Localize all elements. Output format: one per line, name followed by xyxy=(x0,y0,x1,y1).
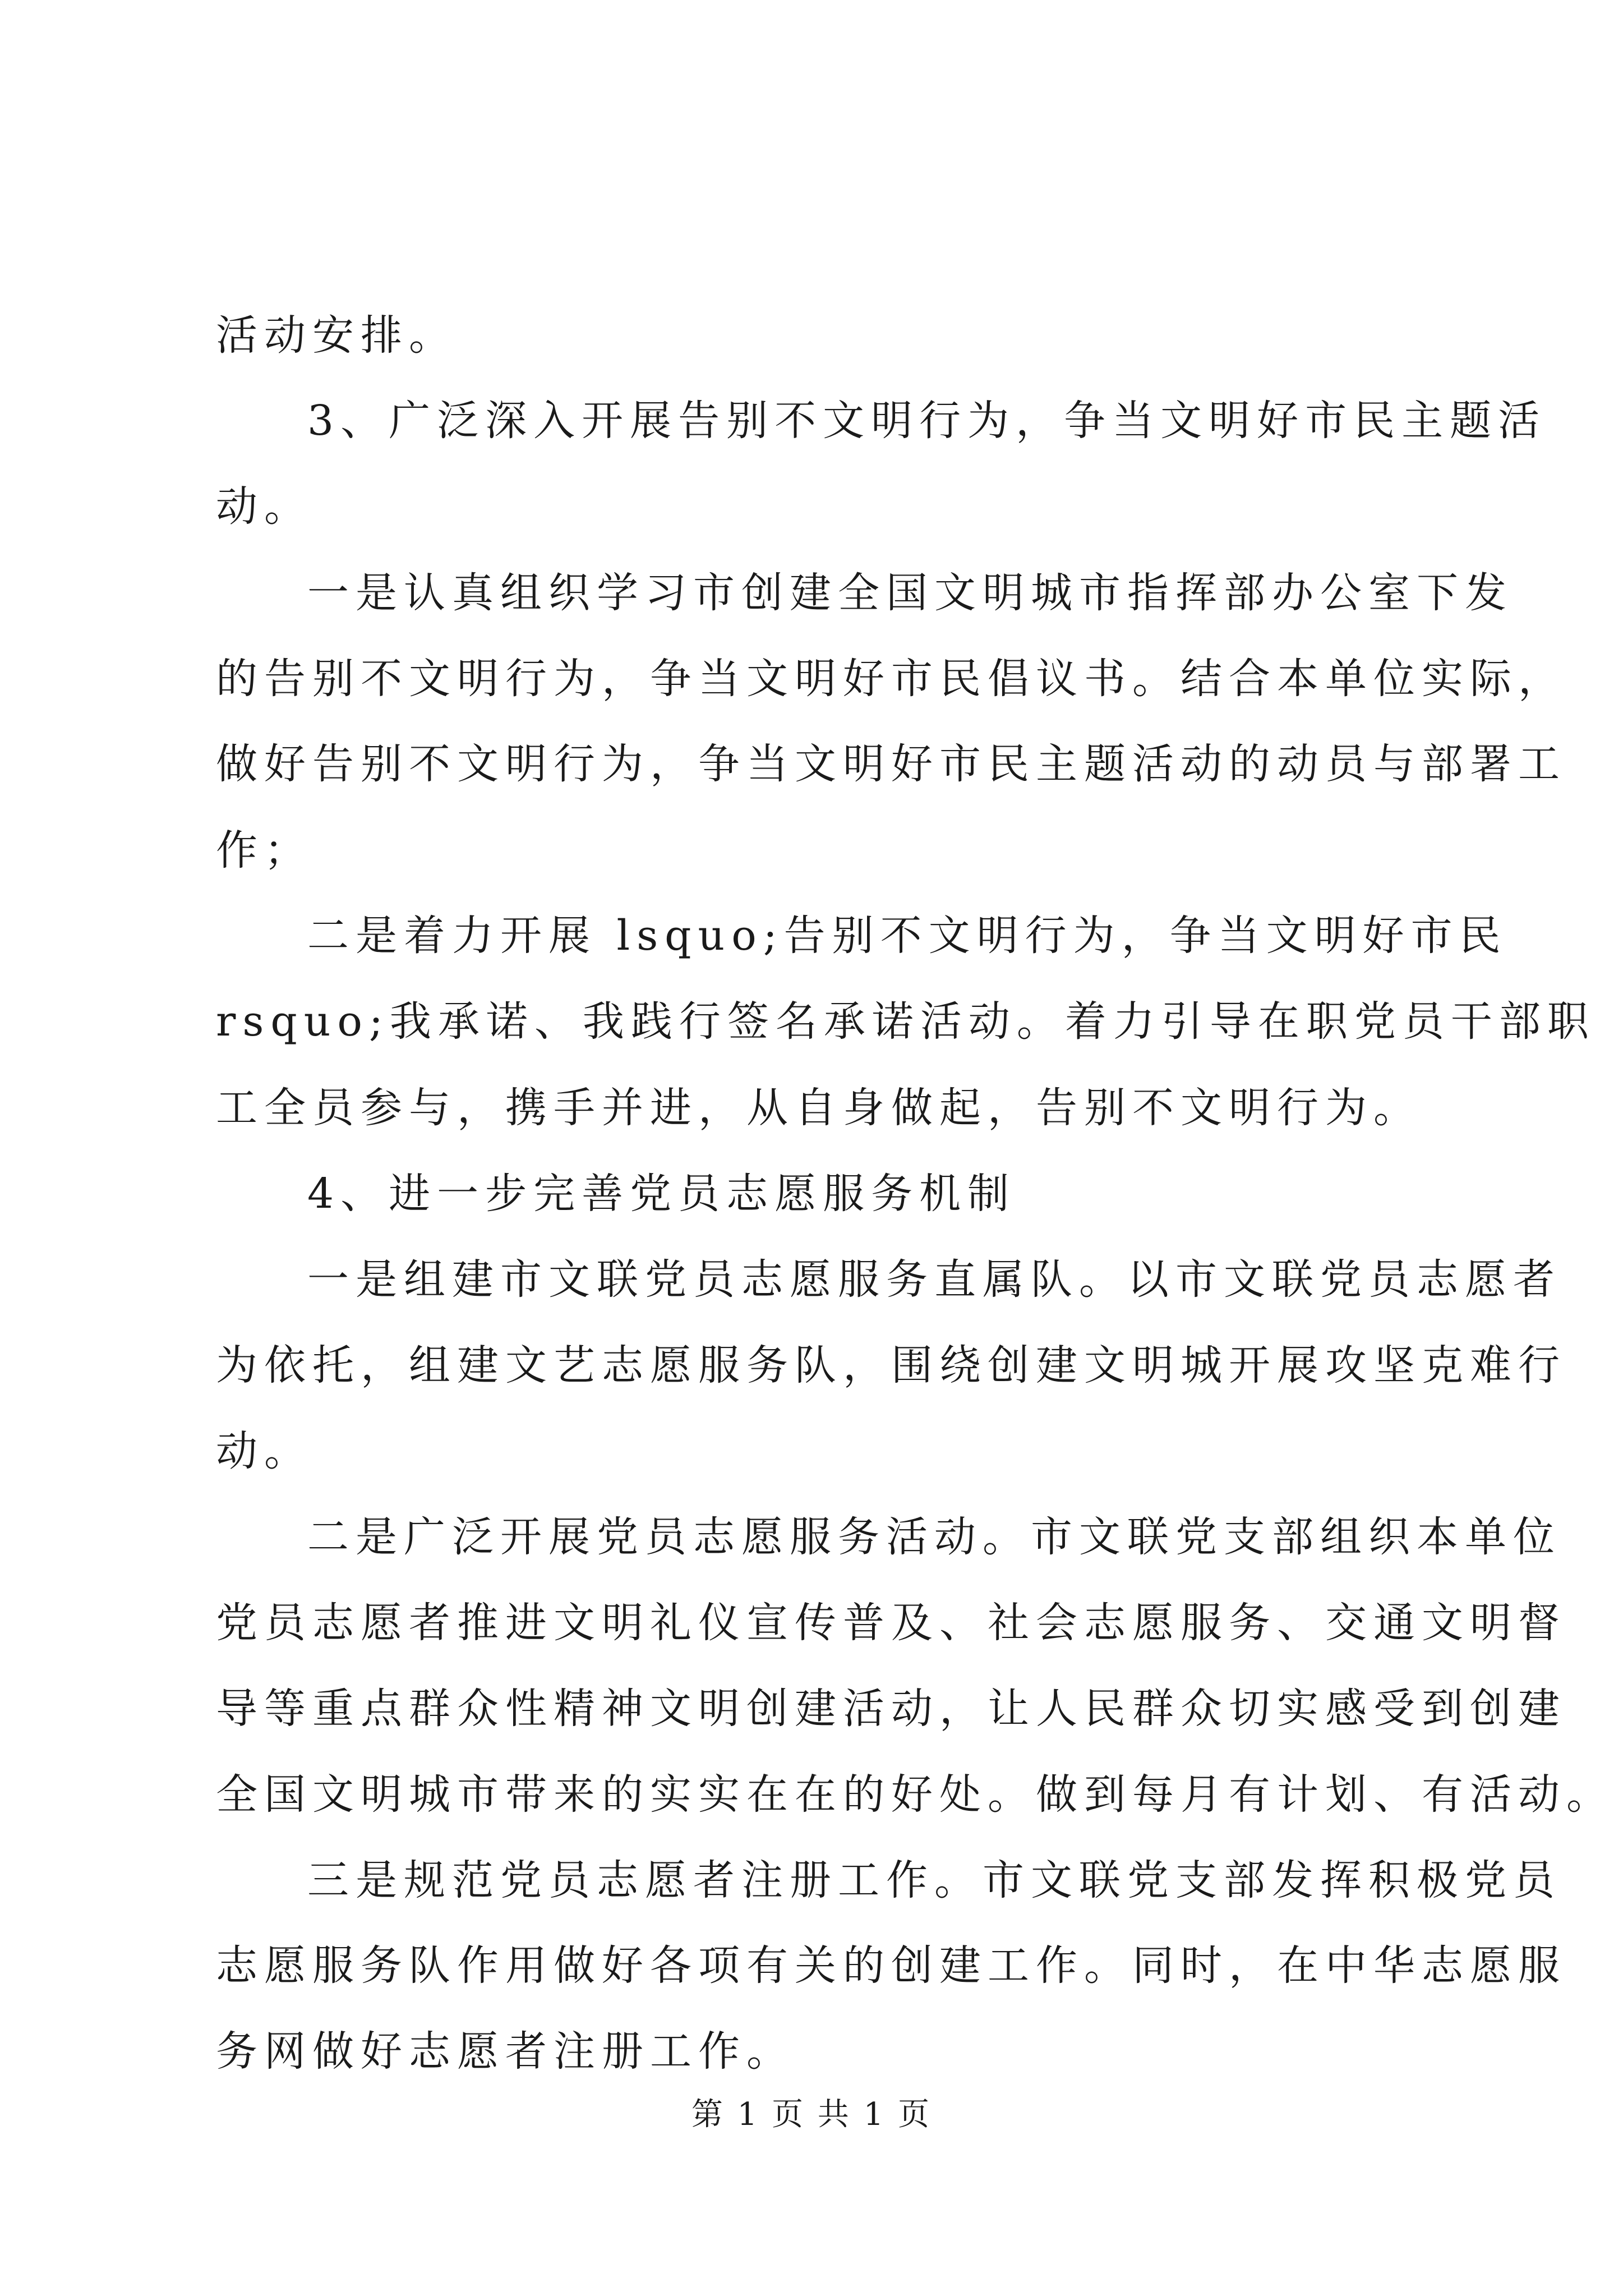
paragraph-first-line: 一是认真组织学习市创建全国文明城市指挥部办公室下发 xyxy=(307,569,1513,617)
body-text-line: 活动安排。 xyxy=(216,311,457,360)
body-text-line: 为依托，组建文艺志愿服务队，围绕创建文明城开展攻坚克难行 xyxy=(216,1341,1566,1389)
body-text-line: 动。 xyxy=(216,482,312,531)
paragraph-first-line: 一是组建市文联党员志愿服务直属队。以市文联党员志愿者 xyxy=(307,1255,1561,1304)
body-text-line: 全国文明城市带来的实实在在的好处。做到每月有计划、有活动。 xyxy=(216,1770,1615,1819)
body-text-line: 导等重点群众性精神文明创建活动，让人民群众切实感受到创建 xyxy=(216,1685,1566,1733)
body-text-line: 志愿服务队作用做好各项有关的创建工作。同时，在中华志愿服 xyxy=(216,1941,1566,1990)
section-heading-4: 4、进一步完善党员志愿服务机制 xyxy=(307,1170,1016,1218)
body-text-line: 作； xyxy=(216,826,312,875)
body-text-line: 党员志愿者推进文明礼仪宣传普及、社会志愿服务、交通文明督 xyxy=(216,1599,1566,1647)
paragraph-first-line: 三是规范党员志愿者注册工作。市文联党支部发挥积极党员 xyxy=(307,1856,1561,1904)
body-text-line: 动。 xyxy=(216,1427,312,1475)
section-heading-3: 3、广泛深入开展告别不文明行为，争当文明好市民主题活 xyxy=(307,397,1547,445)
paragraph-first-line: 二是广泛开展党员志愿服务活动。市文联党支部组织本单位 xyxy=(307,1513,1561,1561)
page-number-footer: 第 1 页 共 1 页 xyxy=(691,2096,932,2133)
paragraph-first-line: 二是着力开展 lsquo;告别不文明行为，争当文明好市民 xyxy=(307,912,1507,960)
body-text-line: 的告别不文明行为，争当文明好市民倡议书。结合本单位实际， xyxy=(216,655,1566,703)
body-text-line: rsquo;我承诺、我践行签名承诺活动。着力引导在职党员干部职 xyxy=(216,997,1596,1046)
body-text-line: 务网做好志愿者注册工作。 xyxy=(216,2027,795,2076)
body-text-line: 工全员参与，携手并进，从自身做起，告别不文明行为。 xyxy=(216,1084,1422,1132)
body-text-line: 做好告别不文明行为，争当文明好市民主题活动的动员与部署工 xyxy=(216,740,1566,788)
